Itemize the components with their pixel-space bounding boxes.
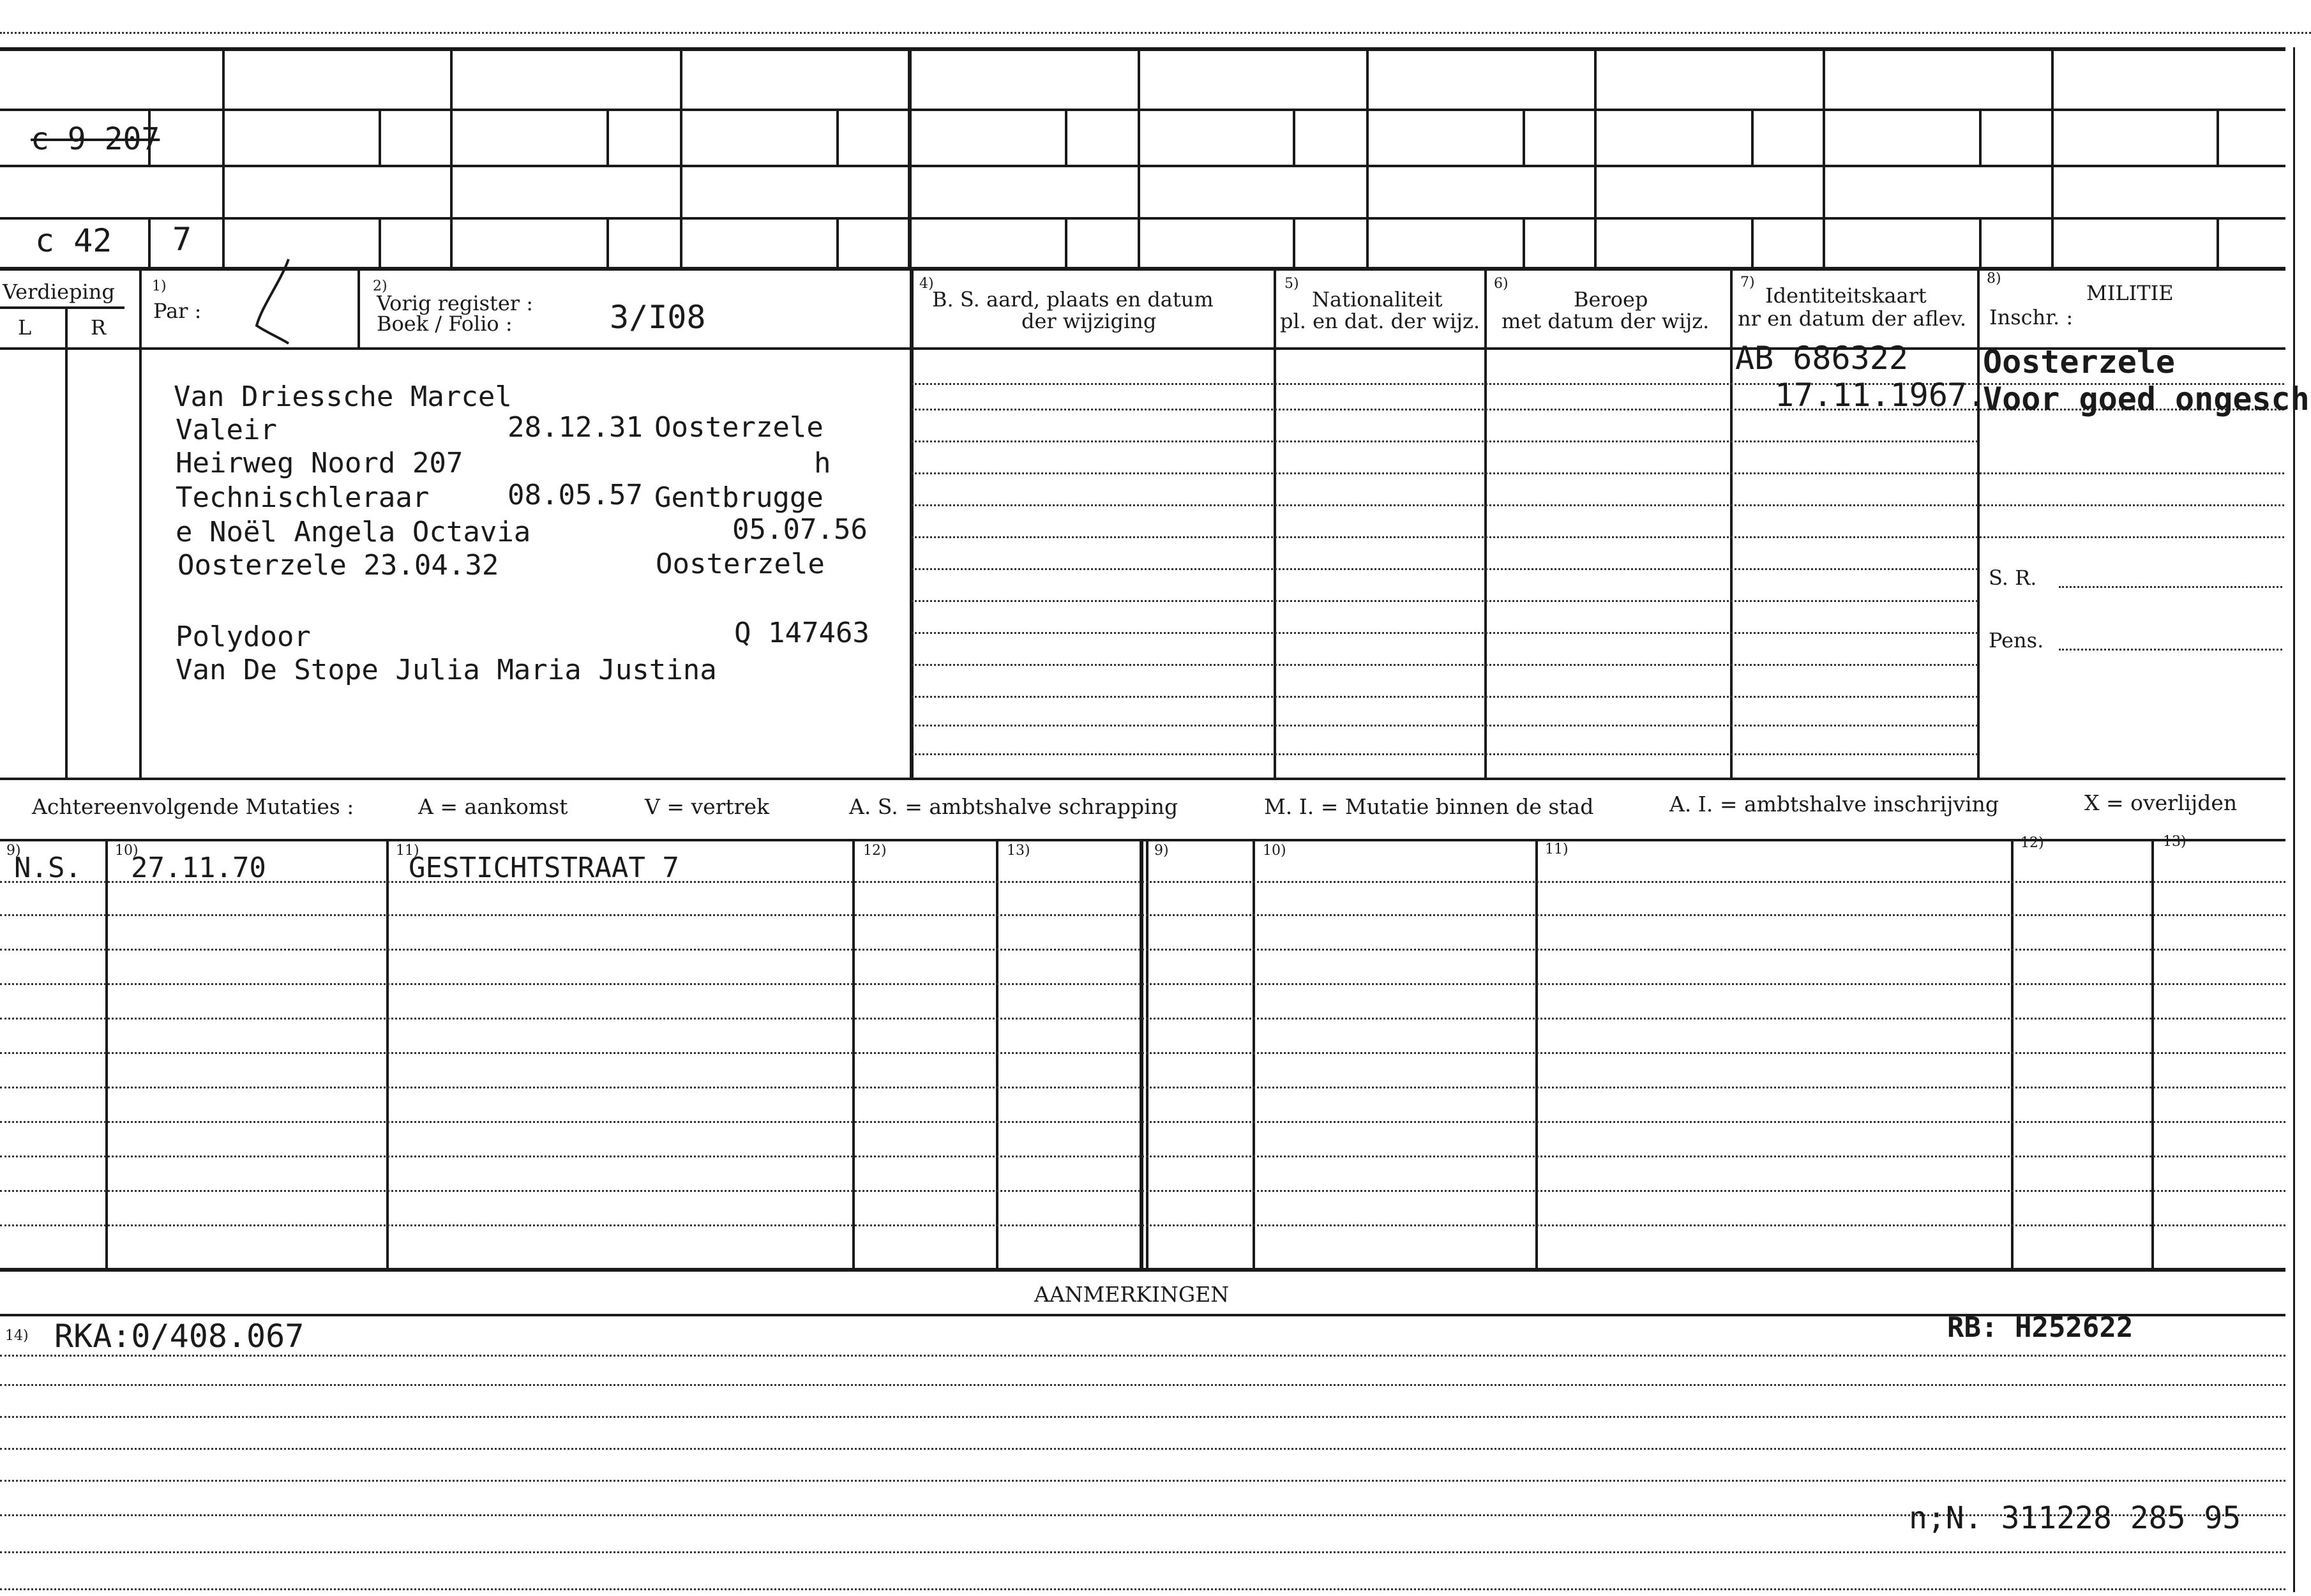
ruled-line <box>912 600 1978 602</box>
pens-line <box>2059 649 2282 651</box>
field-number: 1) <box>152 278 167 294</box>
ruled-line <box>0 1448 2285 1450</box>
ruled-line <box>0 949 2285 951</box>
col-divider <box>1977 267 1980 778</box>
handwritten-tick-mark <box>243 255 319 351</box>
field-number: 10) <box>115 843 139 859</box>
reference-number: Q 147463 <box>734 617 869 649</box>
grid-vline <box>1138 47 1140 271</box>
grid-subline <box>606 109 609 165</box>
legend-x: X = overlijden <box>2084 790 2238 815</box>
grid-subline <box>1065 109 1067 165</box>
par-label: Par : <box>153 299 202 323</box>
grid-subline <box>1751 109 1754 165</box>
militie-place: Oosterzele <box>1983 343 2176 380</box>
grid-subline <box>1293 217 1295 267</box>
mutation-code: N.S. <box>14 852 82 884</box>
grid-top-border <box>0 47 2285 51</box>
ruled-line <box>0 1018 2285 1020</box>
ruled-line <box>0 1416 2285 1418</box>
ruled-line <box>0 1588 2285 1590</box>
person-name: Van Driessche Marcel <box>174 380 512 413</box>
marriage-place: Gentbrugge <box>654 481 824 514</box>
section-divider <box>0 778 2285 780</box>
grid-subline <box>2217 109 2219 165</box>
legend-a: A = aankomst <box>418 794 568 819</box>
col-divider <box>1730 267 1733 778</box>
code-left: c 42 <box>35 222 112 259</box>
beroep-header-line2: met datum der wijz. <box>1502 309 1710 333</box>
field-number: 11) <box>1545 841 1569 857</box>
ruled-line <box>912 664 1978 666</box>
section-divider <box>0 1314 2285 1316</box>
bs-header-line2: der wijziging <box>1021 309 1157 333</box>
field-number: 10) <box>1263 843 1286 859</box>
address-mark: h <box>814 447 831 479</box>
field-number: 7) <box>1740 275 1755 290</box>
ruled-line <box>0 1551 2285 1553</box>
beroep-header-line1: Beroep <box>1574 287 1648 312</box>
col-divider <box>1484 267 1487 778</box>
mut-col-divider <box>1140 840 1143 1269</box>
ruled-line <box>912 632 1978 634</box>
mut-col-divider <box>386 840 389 1269</box>
grid-line <box>0 109 2285 111</box>
militie-status: Voor goed ongesch <box>1983 380 2310 418</box>
mother-name: Van De Stope Julia Maria Justina <box>176 654 717 686</box>
field-number: 12) <box>2021 835 2044 851</box>
ruled-line <box>0 1156 2285 1157</box>
grid-subline <box>606 217 609 267</box>
sr-label: S. R. <box>1989 566 2037 590</box>
birth-place: Oosterzele <box>654 411 824 444</box>
grid-subline <box>379 217 381 267</box>
national-number: n;N. 311228 285 95 <box>1909 1500 2241 1536</box>
grid-subline <box>1065 217 1067 267</box>
col-l-label: L <box>18 315 32 340</box>
field-number: 5) <box>1284 276 1299 292</box>
grid-vline <box>1594 47 1597 271</box>
field-number: 9) <box>6 843 21 859</box>
col-divider <box>910 267 914 778</box>
grid-subline <box>1979 109 1982 165</box>
pens-label: Pens. <box>1989 628 2044 652</box>
grid-subline <box>1293 109 1295 165</box>
right-edge-line <box>2293 47 2295 1592</box>
ruled-line <box>912 472 2284 474</box>
legend-as: A. S. = ambtshalve schrapping <box>849 794 1178 819</box>
ruled-line <box>912 725 1978 726</box>
grid-vline <box>680 47 682 271</box>
grid-subline <box>836 109 839 165</box>
ruled-line <box>912 504 2284 506</box>
ruled-line <box>912 696 1978 698</box>
grid-vline <box>450 47 453 271</box>
verdieping-label: Verdieping <box>3 280 115 304</box>
inschr-label: Inschr. : <box>1989 305 2074 329</box>
grid-subline <box>148 217 151 267</box>
nat-header-line2: pl. en dat. der wijz. <box>1280 309 1480 333</box>
code-right: 7 <box>172 221 192 258</box>
header-bottom-line <box>0 347 2285 350</box>
spouse-birth-place: Oosterzele <box>656 548 825 580</box>
field-number: 4) <box>919 276 934 292</box>
grid-vline <box>1366 47 1369 271</box>
ruled-line <box>0 914 2285 916</box>
ruled-line <box>0 1087 2285 1088</box>
remarks-title: AANMERKINGEN <box>1034 1282 1230 1307</box>
mut-col-divider <box>2011 840 2014 1269</box>
marriage-date: 08.05.57 <box>508 479 643 511</box>
mut-col-divider <box>852 840 855 1269</box>
ruled-line <box>0 881 2285 883</box>
field-number: 2) <box>373 278 388 294</box>
nat-header-line1: Nationaliteit <box>1312 287 1443 312</box>
militie-status-clip <box>1983 380 2311 418</box>
mut-col-divider <box>1535 840 1538 1269</box>
header-subline <box>0 306 124 309</box>
mut-col-divider <box>1146 840 1148 1269</box>
ruled-line <box>0 983 2285 985</box>
ruled-line <box>912 568 1978 570</box>
section-divider <box>0 1268 2285 1272</box>
ruled-line <box>912 440 1978 442</box>
ruled-line <box>912 536 2284 538</box>
grid-subline <box>379 109 381 165</box>
grid-line <box>0 165 2285 167</box>
ruled-line <box>912 753 1978 755</box>
birth-date: 28.12.31 <box>508 411 643 444</box>
field-number: 6) <box>1494 276 1509 292</box>
address: Heirweg Noord 207 <box>176 447 463 479</box>
grid-vline <box>908 47 912 271</box>
field-number: 9) <box>1154 843 1169 859</box>
col-divider <box>358 267 360 347</box>
field-number: 12) <box>863 843 887 859</box>
grid-subline <box>1751 217 1754 267</box>
col-divider <box>139 267 142 778</box>
floor-divider <box>65 306 68 779</box>
mutation-address: GESTICHTSTRAAT 7 <box>409 852 679 884</box>
mut-col-divider <box>2151 840 2154 1269</box>
grid-bottom-border <box>0 267 2285 271</box>
ruled-line <box>0 1355 2285 1357</box>
boek-folio-value: 3/I08 <box>610 299 706 336</box>
legend-v: V = vertrek <box>645 794 769 819</box>
legend-mi: M. I. = Mutatie binnen de stad <box>1264 794 1594 819</box>
militie-header: MILITIE <box>2086 281 2174 305</box>
grid-subline <box>836 217 839 267</box>
spouse-birth: Oosterzele 23.04.32 <box>177 549 499 582</box>
crossed-code: c 9 207 <box>31 121 160 157</box>
mutation-date: 27.11.70 <box>131 852 266 884</box>
col-divider <box>1274 267 1276 778</box>
mut-col-divider <box>996 840 998 1269</box>
ruled-line <box>0 1480 2285 1482</box>
sr-line <box>2059 586 2282 588</box>
field-number: 13) <box>1007 843 1030 859</box>
field-number: 8) <box>1987 271 2001 287</box>
id-card-number: AB 686322 <box>1735 340 1908 377</box>
mut-col-divider <box>1253 840 1255 1269</box>
ruled-line <box>0 1121 2285 1123</box>
ruled-line <box>0 1190 2285 1192</box>
profession: Technischleraar <box>176 481 430 514</box>
grid-subline <box>1523 217 1525 267</box>
grid-line <box>0 217 2285 220</box>
person-status: Valeir <box>176 414 277 446</box>
vorig-register-label: Vorig register : <box>377 291 534 315</box>
mutations-title: Achtereenvolgende Mutaties : <box>32 794 354 819</box>
id-header-line2: nr en datum der aflev. <box>1738 306 1967 331</box>
field-number: 14) <box>5 1328 29 1344</box>
legend-ai: A. I. = ambtshalve inschrijving <box>1669 792 1999 817</box>
top-margin-line <box>0 32 2311 34</box>
spouse-date: 05.07.56 <box>732 513 868 546</box>
ruled-line <box>0 1224 2285 1226</box>
grid-vline <box>222 47 225 271</box>
grid-vline <box>1823 47 1825 271</box>
ruled-line <box>0 1052 2285 1054</box>
grid-vline <box>2051 47 2054 271</box>
grid-subline <box>1523 109 1525 165</box>
father-name: Polydoor <box>176 621 311 653</box>
grid-subline <box>2217 217 2219 267</box>
grid-subline <box>1979 217 1982 267</box>
bs-header-line1: B. S. aard, plaats en datum <box>932 287 1214 312</box>
id-card-date: 17.11.1967. <box>1775 377 1987 414</box>
boek-folio-label: Boek / Folio : <box>377 312 513 336</box>
id-header-line1: Identiteitskaart <box>1765 283 1927 308</box>
ruled-line <box>0 1384 2285 1386</box>
spouse-name: e Noël Angela Octavia <box>176 516 531 548</box>
rb-reference: RB: H252622 <box>1947 1311 2134 1344</box>
rka-reference: RKA:0/408.067 <box>54 1318 305 1355</box>
col-r-label: R <box>91 315 107 340</box>
field-number: 13) <box>2163 834 2187 850</box>
field-number: 11) <box>396 843 419 859</box>
mut-col-divider <box>105 840 108 1269</box>
